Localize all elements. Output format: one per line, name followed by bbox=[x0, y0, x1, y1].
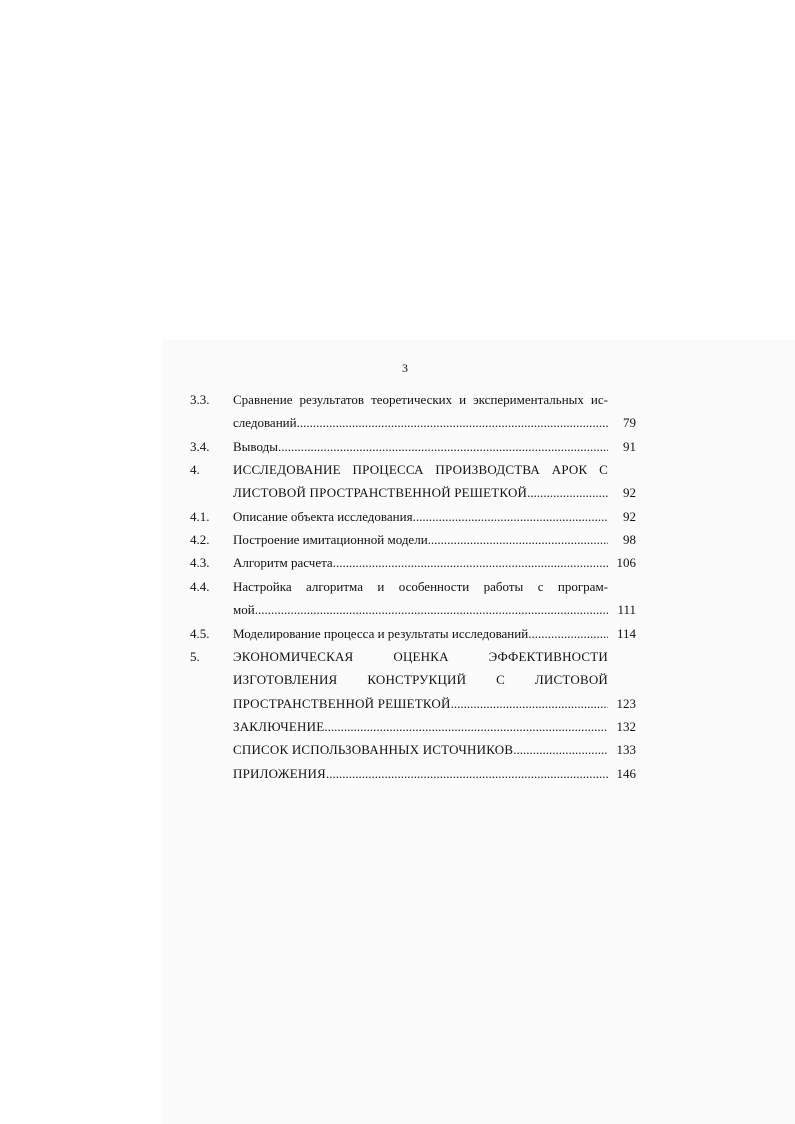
toc-page-references: 133 bbox=[616, 742, 636, 757]
toc-leader-4 bbox=[233, 485, 608, 501]
page-number: 3 bbox=[402, 361, 408, 375]
dot-leader bbox=[528, 626, 608, 642]
toc-page-4-2: 98 bbox=[623, 532, 636, 547]
toc-leader-4-1 bbox=[233, 509, 608, 525]
toc-page-3-3: 79 bbox=[623, 415, 636, 430]
dot-leader bbox=[326, 766, 608, 782]
toc-title-4-3: Алгоритм расчета bbox=[233, 555, 333, 570]
dot-leader bbox=[451, 696, 608, 712]
toc-title-3-4: Выводы bbox=[233, 439, 278, 454]
toc-title-4-4-line-2: мой bbox=[233, 602, 255, 617]
toc-page-conclusion: 132 bbox=[616, 719, 636, 734]
dot-leader bbox=[413, 509, 608, 525]
toc-number-4-2: 4.2. bbox=[190, 532, 210, 547]
dot-leader bbox=[428, 532, 608, 548]
toc-number-3-4: 3.4. bbox=[190, 439, 210, 454]
toc-page-4-5: 114 bbox=[616, 626, 636, 641]
toc-title-references: СПИСОК ИСПОЛЬЗОВАННЫХ ИСТОЧНИКОВ bbox=[233, 742, 514, 757]
toc-title-4-1: Описание объекта исследования bbox=[233, 509, 413, 524]
toc-page-4-1: 92 bbox=[623, 509, 636, 524]
toc-leader-4-4 bbox=[233, 602, 608, 618]
dot-leader bbox=[513, 742, 608, 758]
dot-leader bbox=[278, 439, 608, 455]
toc-leader-4-3 bbox=[233, 555, 608, 571]
toc-number-5: 5. bbox=[190, 649, 200, 664]
toc-page-4-3: 106 bbox=[616, 555, 636, 570]
dot-leader bbox=[333, 555, 608, 571]
toc-leader-appendices bbox=[233, 766, 608, 782]
toc-number-4-1: 4.1. bbox=[190, 509, 210, 524]
toc-number-4: 4. bbox=[190, 462, 200, 477]
toc-title-5-line-1: ЭКОНОМИЧЕСКАЯ ОЦЕНКА ЭФФЕКТИВНОСТИ bbox=[233, 649, 608, 664]
toc-page-4-4: 111 bbox=[617, 602, 636, 617]
toc-page-5: 123 bbox=[616, 696, 636, 711]
dot-leader bbox=[297, 415, 608, 431]
toc-leader-4-5 bbox=[233, 626, 608, 642]
toc-title-4-line-1: ИССЛЕДОВАНИЕ ПРОЦЕССА ПРОИЗВОДСТВА АРОК С bbox=[233, 462, 608, 477]
dot-leader bbox=[527, 485, 608, 501]
toc-leader-5 bbox=[233, 696, 608, 712]
toc-leader-references bbox=[233, 742, 608, 758]
toc-title-conclusion: ЗАКЛЮЧЕНИЕ bbox=[233, 719, 325, 734]
toc-number-4-3: 4.3. bbox=[190, 555, 210, 570]
toc-title-appendices: ПРИЛОЖЕНИЯ bbox=[233, 766, 326, 781]
toc-title-5-line-2: ИЗГОТОВЛЕНИЯ КОНСТРУКЦИЙ С ЛИСТОВОЙ bbox=[233, 672, 608, 687]
toc-title-3-3-line-2: следований bbox=[233, 415, 297, 430]
toc-number-4-4: 4.4. bbox=[190, 579, 210, 594]
toc-leader-4-2 bbox=[233, 532, 608, 548]
toc-title-4-2: Построение имитационной модели bbox=[233, 532, 428, 547]
toc-page-4: 92 bbox=[623, 485, 636, 500]
toc-number-4-5: 4.5. bbox=[190, 626, 210, 641]
toc-title-5-line-3: ПРОСТРАНСТВЕННОЙ РЕШЕТКОЙ bbox=[233, 696, 451, 711]
toc-leader-3-4 bbox=[233, 439, 608, 455]
toc-page-3-4: 91 bbox=[623, 439, 636, 454]
toc-number-3-3: 3.3. bbox=[190, 392, 210, 407]
toc-title-3-3-line-1: Сравнение результатов теоретических и экспериментальных ис- bbox=[233, 392, 608, 407]
dot-leader bbox=[324, 719, 608, 735]
toc-leader-conclusion bbox=[233, 719, 608, 735]
dot-leader bbox=[255, 602, 608, 618]
toc-title-4-4-line-1: Настройка алгоритма и особенности работы с програм- bbox=[233, 579, 608, 594]
toc-leader-3-3 bbox=[233, 415, 608, 431]
toc-title-4-5: Моделирование процесса и результаты исследований bbox=[233, 626, 529, 641]
toc-title-4-line-2: ЛИСТОВОЙ ПРОСТРАНСТВЕННОЙ РЕШЕТКОЙ bbox=[233, 485, 528, 500]
toc-page-appendices: 146 bbox=[616, 766, 636, 781]
